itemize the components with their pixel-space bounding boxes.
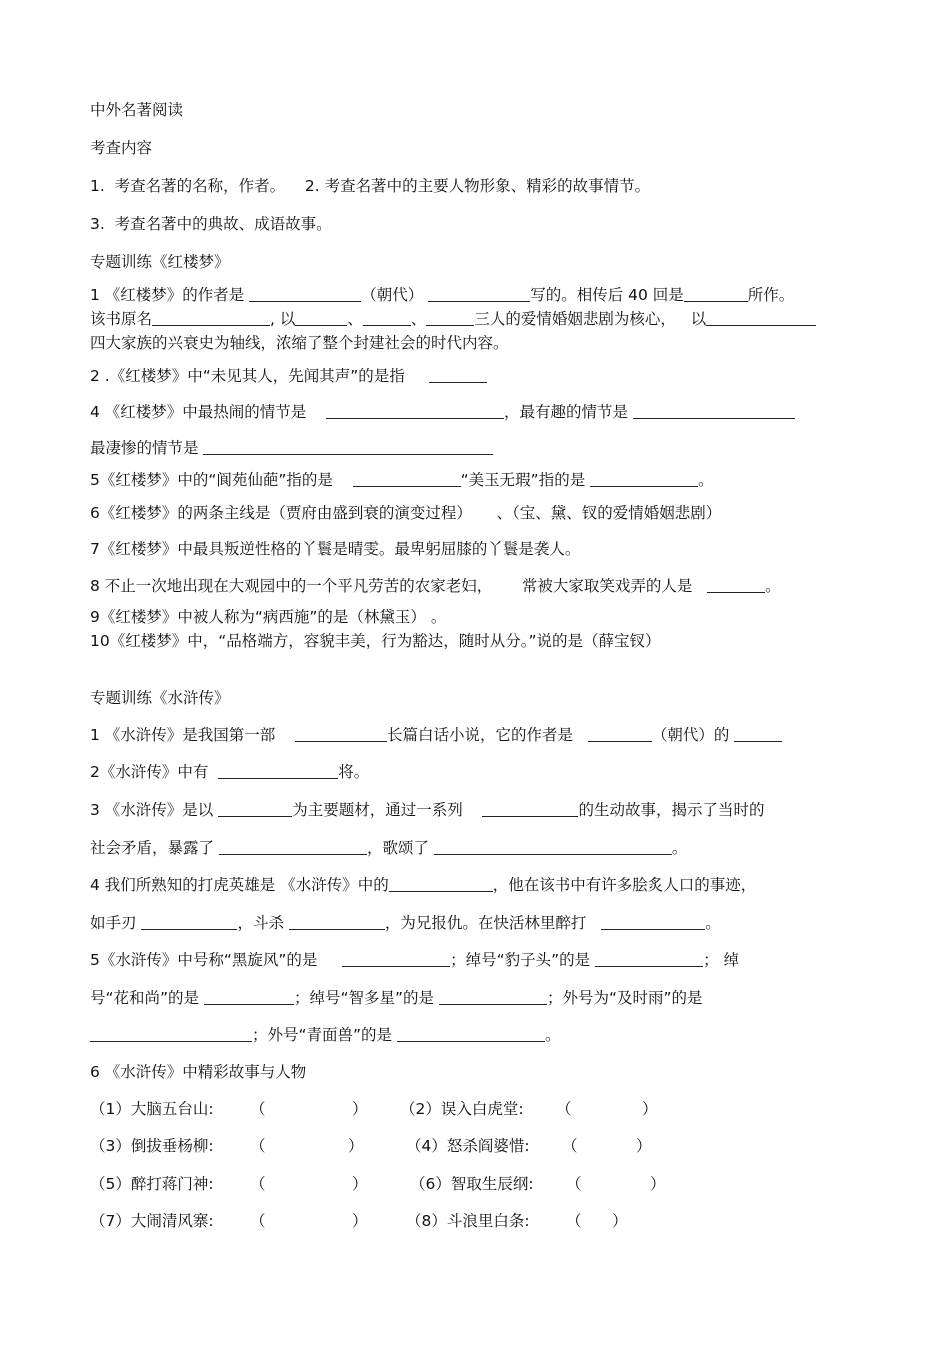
text: 以 [690, 310, 707, 328]
text: 2《水浒传》中有 [90, 763, 209, 781]
text: 6《红楼梦》的两条主线是（贾府由盛到衰的演变过程） [90, 504, 472, 522]
story-label: （2）误入白虎堂: [400, 1100, 524, 1118]
text: 。 [705, 914, 721, 932]
shz-q6-heading: 6 《水浒传》中精彩故事与人物 [90, 1063, 307, 1081]
text: 最凄惨的情节是 [90, 439, 199, 457]
paren-close: ） [650, 1175, 666, 1193]
text: 写的。相传后 [530, 286, 624, 304]
shz-q1 [90, 725, 782, 745]
story-label: （4）怒杀阎婆惜: [406, 1137, 530, 1155]
text: 该书原名 [90, 310, 153, 328]
paren-close: ） [348, 1137, 364, 1155]
hlm-q1-line1 [90, 285, 794, 305]
paren-open: （ [562, 1137, 578, 1155]
story-label: （5）醉打蒋门神: [90, 1175, 214, 1193]
answer-blank[interactable] [482, 801, 578, 817]
text: 40 回是 [628, 286, 684, 304]
text: 1 《红楼梦》的作者是 [90, 286, 245, 304]
answer-blank[interactable] [141, 914, 237, 930]
shz-q4-line2 [90, 913, 721, 933]
section-heading-shz: 专题训练《水浒传》 [90, 689, 230, 707]
text: 将。 [338, 763, 370, 781]
answer-blank[interactable] [397, 1026, 545, 1042]
text: 5《水浒传》中号称“黑旋风”的是 [90, 951, 318, 969]
text: 为主要题材，通过一系列 [292, 801, 463, 819]
text: ；绰号“智多星”的是 [294, 989, 435, 1007]
text: ，最有趣的情节是 [504, 403, 629, 421]
text: 。 [671, 839, 688, 857]
hlm-q1-line2 [90, 309, 816, 329]
answer-blank[interactable] [429, 367, 487, 383]
answer-blank[interactable] [590, 471, 698, 487]
text: 所作。 [747, 286, 795, 304]
paren-open: （ [250, 1175, 266, 1193]
text: ；外号为“及时雨”的是 [547, 989, 703, 1007]
hlm-q7: 7《红楼梦》中最具叛逆性格的丫鬟是晴雯。最卑躬屈膝的丫鬟是袭人。 [90, 540, 581, 558]
text: 三人的爱情婚姻悲剧为核心， [474, 310, 676, 328]
text: ，他在该书中有许多脍炙人口的事迹， [492, 876, 757, 894]
hlm-q4-line2 [90, 438, 493, 458]
answer-blank[interactable] [152, 310, 270, 326]
story-label: （8）斗浪里白条: [406, 1212, 530, 1230]
answer-blank[interactable] [684, 286, 748, 302]
text: 如手刃 [90, 914, 137, 932]
paren-close: ） [352, 1175, 368, 1193]
content-line-2 [90, 214, 332, 234]
text: （朝代） [361, 286, 424, 304]
paren-open: （ [566, 1175, 582, 1193]
shz-q2 [90, 762, 369, 782]
item-number: 2. [304, 177, 320, 195]
answer-blank[interactable] [326, 403, 504, 419]
answer-blank[interactable] [389, 876, 493, 892]
hlm-q9: 9《红楼梦》中被人称为“病西施”的是（林黛玉） 。 [90, 608, 447, 626]
text: 社会矛盾，暴露了 [90, 839, 215, 857]
hlm-q2 [90, 366, 487, 386]
answer-blank[interactable] [295, 310, 347, 326]
text: ； 绰 [703, 951, 740, 969]
paren-open: （ [566, 1212, 582, 1230]
shz-q5-line3 [90, 1025, 561, 1045]
text: 。 [765, 577, 781, 595]
answer-blank[interactable] [706, 310, 816, 326]
text: 4 《红楼梦》中最热闹的情节是 [90, 403, 307, 421]
hlm-q5 [90, 470, 714, 490]
answer-blank[interactable] [588, 726, 652, 742]
text: 、 [347, 310, 363, 328]
answer-blank[interactable] [707, 577, 765, 593]
answer-blank[interactable] [595, 951, 703, 967]
shz-q5-line2 [90, 988, 703, 1008]
shz-q3-line2 [90, 838, 687, 858]
item-number: 3. [90, 215, 105, 233]
item-text: 考查名著中的典故、成语故事。 [114, 215, 332, 233]
hlm-q10: 10《红楼梦》中，“品格端方，容貌丰美，行为豁达，随时从分。”说的是（薛宝钗） [90, 632, 661, 650]
text: , 以 [270, 310, 296, 328]
text: “美玉无瑕”指的是 [460, 471, 586, 489]
text: 1 《水浒传》是我国第一部 [90, 726, 276, 744]
shz-q4-line1 [90, 875, 756, 895]
shz-q3-line1 [90, 800, 764, 820]
story-label: （7）大闹清风寨: [90, 1212, 214, 1230]
text: 5《红楼梦》中的“阆苑仙葩”指的是 [90, 471, 333, 489]
story-label: （1）大脑五台山: [90, 1100, 214, 1118]
paren-close: ） [642, 1100, 658, 1118]
text: 、 [410, 310, 427, 328]
text: 长篇白话小说，它的作者是 [387, 726, 574, 744]
answer-blank[interactable] [219, 839, 367, 855]
item-text: 考查名著的名称，作者。 [114, 177, 286, 195]
paren-close: ） [636, 1137, 652, 1155]
item-text: 考查名著中的主要人物形象、精彩的故事情节。 [324, 177, 651, 195]
text: ，歌颂了 [366, 839, 429, 857]
text: ；绰号“豹子头”的是 [450, 951, 591, 969]
item-number: 1. [90, 177, 105, 195]
paren-close: ） [612, 1212, 628, 1230]
answer-blank[interactable] [218, 763, 338, 779]
shz-q5-line1 [90, 950, 739, 970]
text: ；外号“青面兽”的是 [252, 1026, 393, 1044]
answer-blank[interactable] [203, 439, 493, 455]
text: 2 .《红楼梦》中“未见其人，先闻其声”的是指 [90, 367, 405, 385]
answer-blank[interactable] [342, 951, 450, 967]
hlm-q4-line1 [90, 402, 795, 422]
hlm-q6 [90, 503, 721, 523]
answer-blank[interactable] [289, 914, 385, 930]
answer-blank[interactable] [363, 310, 411, 326]
paren-open: （ [556, 1100, 572, 1118]
hlm-q8 [90, 576, 781, 596]
text: 常被大家取笑戏弄的人是 [521, 577, 693, 595]
hlm-q1-line3: 四大家族的兴衰史为轴线，浓缩了整个封建社会的时代内容。 [90, 334, 509, 352]
text: 3 《水浒传》是以 [90, 801, 214, 819]
answer-blank[interactable] [426, 310, 474, 326]
paren-open: （ [250, 1100, 266, 1118]
text: 8 不止一次地出现在大观园中的一个平凡劳苦的农家老妇， [90, 577, 493, 595]
content-line-1 [90, 176, 650, 196]
text: 的生动故事，揭示了当时的 [578, 801, 765, 819]
answer-blank[interactable] [353, 471, 461, 487]
answer-blank[interactable] [204, 989, 294, 1005]
text: 4 我们所熟知的打虎英雄是 《水浒传》中的 [90, 876, 389, 894]
paren-open: （ [250, 1137, 266, 1155]
text: 。 [698, 471, 714, 489]
answer-blank[interactable] [90, 1026, 252, 1042]
story-label: （3）倒拔垂杨柳: [90, 1137, 214, 1155]
text: ，为兄报仇。在快活林里醉打 [384, 914, 587, 932]
paren-close: ） [352, 1100, 368, 1118]
answer-blank[interactable] [633, 403, 795, 419]
section-heading-hlm: 专题训练《红楼梦》 [90, 253, 230, 271]
text: 、（宝、黛、钗的爱情婚姻悲剧） [496, 504, 722, 522]
answer-blank[interactable] [434, 839, 672, 855]
text: （朝代）的 [651, 726, 730, 744]
answer-blank[interactable] [439, 989, 547, 1005]
page-title: 中外名著阅读 [90, 101, 184, 119]
answer-blank[interactable] [218, 801, 292, 817]
answer-blank[interactable] [428, 286, 530, 302]
text: 号“花和尚”的是 [90, 989, 200, 1007]
section-label: 考查内容 [90, 139, 153, 157]
answer-blank[interactable] [601, 914, 705, 930]
text: ，斗杀 [237, 914, 284, 932]
text: 。 [545, 1026, 561, 1044]
answer-blank[interactable] [249, 286, 361, 302]
paren-close: ） [352, 1212, 368, 1230]
paren-open: （ [250, 1212, 266, 1230]
story-label: （6）智取生辰纲: [410, 1175, 534, 1193]
answer-blank[interactable] [734, 726, 782, 742]
answer-blank[interactable] [295, 726, 387, 742]
